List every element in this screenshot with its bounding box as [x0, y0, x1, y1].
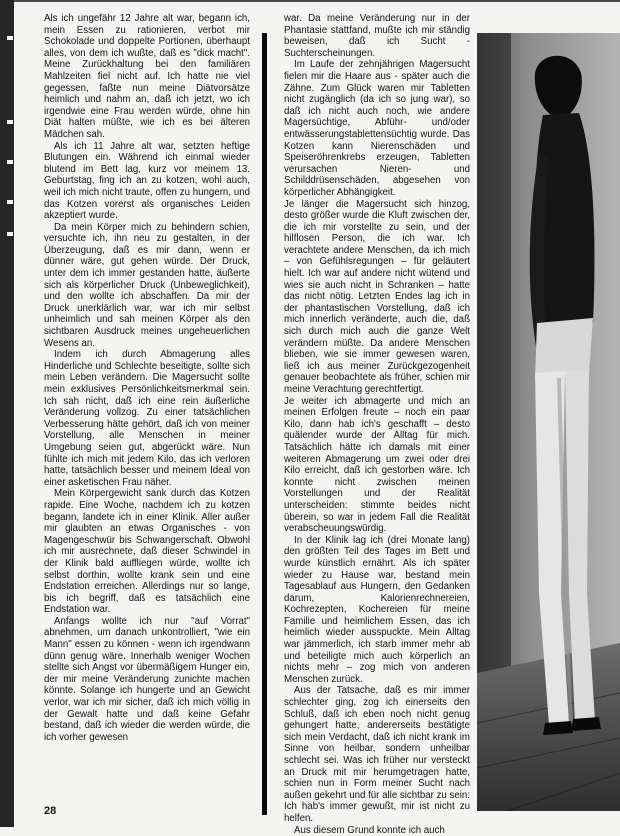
photo-image: [477, 33, 620, 811]
page-edge-bar: [0, 0, 14, 827]
paragraph: Aus diesem Grund konnte ich auch: [294, 824, 445, 836]
paragraph: Da mein Körper mich zu behindern schien, versuchte ich, ihn neu zu gestalten, in der Überzeugung, daß es mir dann, wenn er dünner wäre, gut gehen würde. Der Druck, unter dem ich immer gestanden hatte, äußerte sich als körperlicher Druck (Unbeweglichkeit), und den wollte ich abschaffen. Da mir der Druck unerklärlich war, war ich mir selbst unheimlich und sah meinen Körper als den sichtbaren Ausdruck meines ungeheuerlichen Wesens an.: [44, 221, 250, 349]
paragraph: In der Klinik lag ich (drei Monate lang) den größten Teil des Tages im Bett und wurde künstlich ernährt. Als ich später wieder zu Hause war, bestand mein Tagesablauf aus Hungern, den Gedanken darum, Kalorienrechnereien, Kochrezepten, Kochereien für meine Familie und heimlichem Essen, das ich heimlich wieder ausspuckte. Mein Alltag war jämmerlich, ich starb immer mehr ab und beteiligte mich auch körperlich an nichts mehr – zog mich von anderen Menschen zurück.: [284, 534, 470, 685]
left-text-column: [44, 13, 250, 743]
top-border-line: [14, 0, 620, 2]
paragraph: Als ich ungefähr 12 Jahre alt war, begann ich, mein Essen zu rationieren, verbot mir Schokolade und doppelte Portionen, überhaupt alles, von dem ich wußte, daß es "dick macht". Meine Zurückhaltung bei den familiären Mahlzeiten fiel nicht auf. Ich hatte nie viel gegessen, faßte nun meine Diätvorsätze heimlich und nahm an, daß ich jetzt, wo ich irgendwie eine Frau werden würde, ohne hin Diät halten müßte, wie ich es bei älteren Mädchen sah.: [44, 13, 250, 140]
paragraph: Im Laufe der zehnjährigen Magersucht fielen mir die Haare aus - später auch die Zähne. Zum Glück waren mir Tabletten nicht zugänglich (da ich so jung war), so daß ich nicht auch noch, wie andere Magersüchtige, Abführ- und/oder entwässerungstablettensüchtig wurde. Das Kotzen kann Nierenschäden und Speiseröhrenkrebs erzeugen, Tabletten verursachen Nieren- und Schilddrüsenschäden, abgesehen von körperlicher Abhängigkeit.: [284, 59, 470, 198]
paragraph: Als ich 11 Jahre alt war, setzten heftige Blutungen ein. Während ich einmal wieder blutend im Bett lag, kurz vor meinem 13. Geburtstag, fing ich an zu kotzen, wohl auch, weil ich mich nicht traute, offen zu hungern, und das Kotzen vorerst als organisches Leiden akzeptiert wurde.: [44, 140, 250, 222]
paragraph: Aus der Tatsache, daß es mir immer schlechter ging, zog ich einerseits den Schluß, daß ich eben noch nicht genug gehungert hatte, andererseits bestätigte sich mein Verdacht, daß ich nicht krank im Sinne von heilbar, sondern unheilbar schlecht sei. Was ich früher nur versteckt an Druck mit mir herumgetragen hatte, schien nun in Form meiner Sucht nach außen gekehrt und für alle sichtbar zu sein: Ich hab's immer gewußt, mir ist nicht zu helfen.: [284, 685, 470, 824]
paragraph: Anfangs wollte ich nur "auf Vorrat" abnehmen, um danach unkontrolliert, "wie ein Mann" essen zu können - wenn ich irgendwann dünn genug wäre. Innerhalb weniger Wochen stellte sich Angst vor übermäßigem Hunger ein, der mir meine Veränderung zunichte machen könnte. Solange ich hungerte und an Gewicht verlor, war ich mir sicher, daß ich mich völlig in der Gewalt hatte und daß keine Gefahr bestand, daß ich wieder die werden würde, die ich vorher gewesen: [44, 615, 250, 743]
edge-notch: [7, 120, 13, 124]
edge-notch: [7, 36, 13, 40]
edge-notch: [7, 160, 13, 164]
paragraph: Je weiter ich abmagerte und mich an meinen Erfolgen freute – noch ein paar Kilo, dann hab ich's geschafft – desto quälender wurde der Alltag für mich. Tatsächlich hätte ich damals mit einer weiteren Abmagerung um zwei oder drei Kilo erreicht, daß ich gestorben wäre. Ich konnte nicht zwischen meinen Vorstellungen und der Realität unterscheiden: stimmte beides nicht überein, so war in jedem Fall die Realität verabscheuungswürdig.: [284, 395, 470, 535]
paragraph: Mein Körpergewicht sank durch das Kotzen rapide. Eine Woche, nachdem ich zu kotzen begann, landete ich in einer Klinik. Aller außer mir glaubten an etwas Organisches - von Magengeschwür bis Schwangerschaft. Obwohl ich mir ausrechnete, daß dieser Schwindel in der Klinik bald auffliegen würde, wollte ich selbst dorthin, wollte krank sein und eine Endstation erreichen. Allerdings nur so lange, bis ich begriff, daß es tatsächlich eine Endstation war.: [44, 488, 250, 616]
edge-notch: [7, 232, 13, 236]
right-text-column: [284, 13, 470, 836]
vertical-rule: [262, 33, 267, 815]
paragraph: Je länger die Magersucht sich hinzog, desto größer wurde die Kluft zwischen der, die ich mir vorstellte zu sein, und der hilflosen Person, die ich war. Ich verachtete andere Menschen, da ich mich – von Gefühlsregungen – für geläutert hielt. Ich war auf andere nicht wütend und wies sie auch nicht in Schranken – hatte das nicht nötig. Letzten Endes lag ich in der phantastischen Vorstellung, daß ich mich innerlich veränderte, auch die, daß sich durch mich auch die ganze Welt verändern müßte. Da andere Menschen blieben, wie sie immer gewesen waren, ließ ich aus meiner Zurückgezogenheit genauer beobachtete als früher, schien mir meine Verachtung gerechtfertigt.: [284, 198, 470, 395]
paragraph: Indem ich durch Abmagerung alles Hinderliche und Schlechte beseitigte, sollte sich mein Leben verändern. Die Magersucht sollte mein exklusives Persönlichkeitsmerkmal sein. Ich sah nicht, daß ich eine rein äußerliche Veränderung vollzog. Zu einer tatsächlichen Verbesserung hätte gehört, daß ich von meiner Vorstellung, alle Menschen in meiner Umgebung seien gut, abgerückt wäre. Nun fühlte ich mich mit jedem Kilo, das ich verloren hatte, tatsächlich besser und meinem Ideal von einer asketischen Frau näher.: [44, 349, 250, 488]
paragraph: war. Da meine Veränderung nur in der Phantasie stattfand, mußte ich mir ständig beweisen, daß ich Sucht - Suchterscheinungen.: [284, 13, 470, 59]
photo-standing-figure: [477, 33, 620, 811]
page-number: 28: [44, 805, 57, 817]
edge-notch: [7, 200, 13, 204]
